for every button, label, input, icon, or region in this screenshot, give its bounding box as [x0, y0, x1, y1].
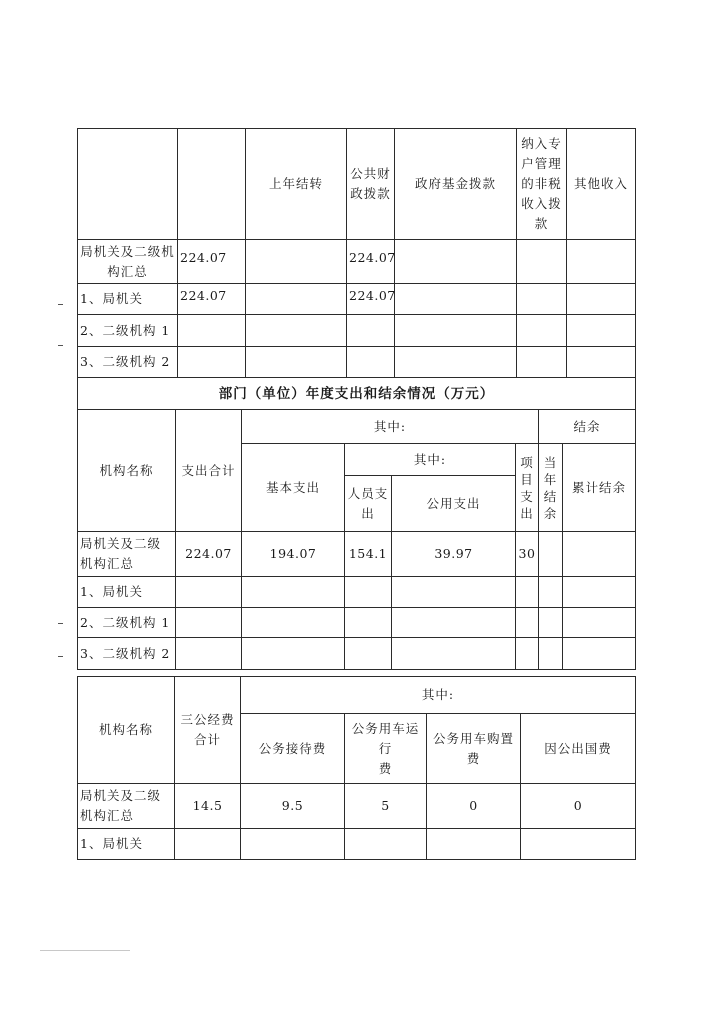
- row-total: [176, 608, 242, 638]
- expenditure-title: 部门（单位）年度支出和结余情况（万元）: [78, 378, 636, 410]
- table-row: [78, 608, 636, 638]
- row-carryover: [246, 347, 347, 378]
- header-vehicle-operation: 公务用车运行 费: [345, 714, 427, 784]
- row-personnel: [345, 638, 392, 670]
- row-current: [539, 532, 563, 577]
- three-public-table: [77, 676, 636, 860]
- scan-mark: [58, 656, 63, 657]
- row-total: 224.07: [176, 532, 242, 577]
- header-blank-name: [78, 129, 178, 240]
- header-total-expenditure: 支出合计: [176, 410, 242, 532]
- scan-mark: [58, 345, 63, 346]
- row-public-finance: 224.07: [347, 284, 395, 315]
- row-project: [516, 638, 539, 670]
- row-name: 2、二级机构 1: [78, 315, 178, 347]
- table-row: [78, 784, 636, 829]
- row-other: [567, 315, 636, 347]
- row-reception: 9.5: [241, 784, 345, 829]
- row-personnel: [345, 577, 392, 608]
- header-three-public-total: 三公经费 合计: [175, 677, 241, 784]
- row-total: 14.5: [175, 784, 241, 829]
- expenditure-table: [77, 377, 636, 670]
- row-cumulative: [563, 608, 636, 638]
- row-name: 3、二级机构 2: [78, 347, 178, 378]
- row-gov-fund: [395, 284, 517, 315]
- header-public-use: 公用支出: [392, 476, 516, 532]
- row-public-use: 39.97: [392, 532, 516, 577]
- row-total: [176, 577, 242, 608]
- row-public-use: [392, 638, 516, 670]
- row-personnel: 154.1: [345, 532, 392, 577]
- row-other: [567, 284, 636, 315]
- header-gov-fund: 政府基金拨款: [395, 129, 517, 240]
- row-personnel: [345, 608, 392, 638]
- row-current: [539, 577, 563, 608]
- header-overseas-travel: 因公出国费: [521, 714, 636, 784]
- header-public-finance: 公共财 政拨款: [347, 129, 395, 240]
- row-nontax: [517, 240, 567, 284]
- header-current-year-balance: 当 年 结 余: [539, 444, 563, 532]
- header-of-which-sub: 其中:: [345, 444, 516, 476]
- row-reception: [241, 829, 345, 860]
- row-name: 1、局机关: [78, 829, 175, 860]
- income-table: [77, 128, 636, 378]
- row-name: 3、二级机构 2: [78, 638, 176, 670]
- header-prior-year-carryover: 上年结转: [246, 129, 347, 240]
- row-carryover: [246, 240, 347, 284]
- row-name: 局机关及二级机构汇总: [78, 784, 175, 829]
- header-project-expenditure: 项 目 支 出: [516, 444, 539, 532]
- row-cumulative: [563, 638, 636, 670]
- row-gov-fund: [395, 315, 517, 347]
- row-project: [516, 577, 539, 608]
- table-row: [78, 315, 636, 347]
- row-vehicle-operation: 5: [345, 784, 427, 829]
- row-total: 224.07: [178, 240, 246, 284]
- header-of-which: 其中:: [242, 410, 539, 444]
- row-name: 局机关及二级机构汇总: [78, 240, 178, 284]
- row-vehicle-operation: [345, 829, 427, 860]
- row-basic: [242, 577, 345, 608]
- row-project: [516, 608, 539, 638]
- row-other: [567, 347, 636, 378]
- header-balance: 结余: [539, 410, 636, 444]
- row-total: [178, 315, 246, 347]
- row-cumulative: [563, 577, 636, 608]
- row-name: 局机关及二级机构汇总: [78, 532, 176, 577]
- table-row: [78, 240, 636, 284]
- row-gov-fund: [395, 240, 517, 284]
- header-basic-expenditure: 基本支出: [242, 444, 345, 532]
- row-cumulative: [563, 532, 636, 577]
- header-personnel: 人员支 出: [345, 476, 392, 532]
- table-row: [78, 284, 636, 315]
- row-current: [539, 638, 563, 670]
- row-total: [178, 347, 246, 378]
- row-nontax: [517, 347, 567, 378]
- scan-mark: [58, 623, 63, 624]
- row-name: 2、二级机构 1: [78, 608, 176, 638]
- row-basic: [242, 608, 345, 638]
- row-gov-fund: [395, 347, 517, 378]
- row-total: [176, 638, 242, 670]
- row-nontax: [517, 284, 567, 315]
- table-row: [78, 532, 636, 577]
- header-blank-total: [178, 129, 246, 240]
- row-carryover: [246, 284, 347, 315]
- row-other: [567, 240, 636, 284]
- row-name: 1、局机关: [78, 284, 178, 315]
- row-nontax: [517, 315, 567, 347]
- row-current: [539, 608, 563, 638]
- table-row: [78, 638, 636, 670]
- row-total: 224.07: [178, 284, 246, 315]
- header-org-name: 机构名称: [78, 677, 175, 784]
- row-total: [175, 829, 241, 860]
- row-name: 1、局机关: [78, 577, 176, 608]
- table-row: [78, 347, 636, 378]
- row-carryover: [246, 315, 347, 347]
- scan-mark: [58, 304, 63, 305]
- row-vehicle-purchase: [427, 829, 521, 860]
- row-public-use: [392, 608, 516, 638]
- row-overseas-travel: [521, 829, 636, 860]
- header-of-which: 其中:: [241, 677, 636, 714]
- row-public-use: [392, 577, 516, 608]
- scan-line: [40, 950, 130, 951]
- row-project: 30: [516, 532, 539, 577]
- row-basic: [242, 638, 345, 670]
- row-public-finance: [347, 347, 395, 378]
- table-row: [78, 829, 636, 860]
- header-nontax: 纳入专 户管理 的非税 收入拨 款: [517, 129, 567, 240]
- row-vehicle-purchase: 0: [427, 784, 521, 829]
- row-basic: 194.07: [242, 532, 345, 577]
- header-org-name: 机构名称: [78, 410, 176, 532]
- row-overseas-travel: 0: [521, 784, 636, 829]
- row-public-finance: [347, 315, 395, 347]
- header-cumulative-balance: 累计结余: [563, 444, 636, 532]
- row-public-finance: 224.07: [347, 240, 395, 284]
- header-reception: 公务接待费: [241, 714, 345, 784]
- header-vehicle-purchase: 公务用车购置费: [427, 714, 521, 784]
- header-other-income: 其他收入: [567, 129, 636, 240]
- table-row: [78, 577, 636, 608]
